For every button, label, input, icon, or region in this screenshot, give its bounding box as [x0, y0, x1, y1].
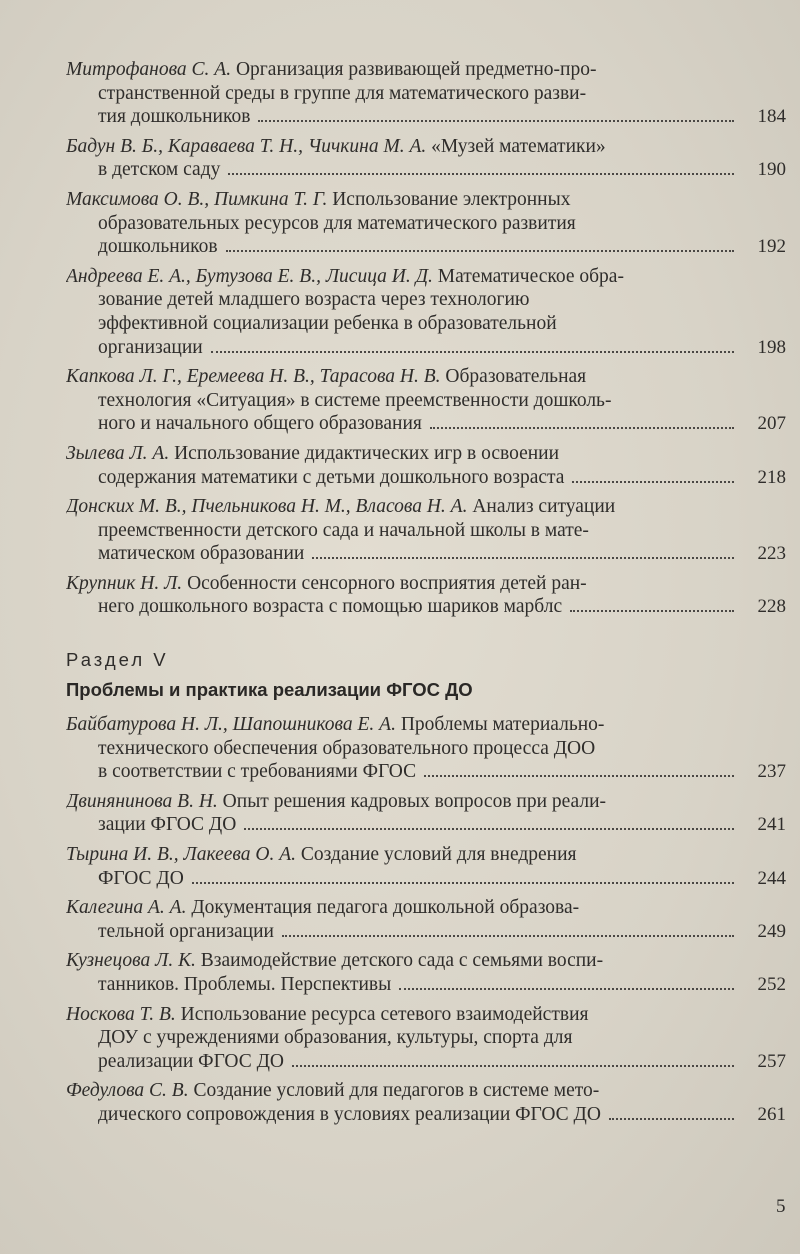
toc-entry-title-text: дического сопровождения в условиях реализации ФГОС ДО: [98, 1103, 601, 1125]
toc-entry-title-text: в детском саду: [98, 159, 221, 181]
toc-entry-authors: Донских М. В., Пчельникова Н. М., Власова Н. А.: [66, 496, 468, 518]
toc-entry-last-line: [66, 867, 786, 891]
toc-entry-title-text: Организация развивающей предметно-про-: [235, 59, 597, 80]
toc-entry-page: 184: [757, 106, 786, 128]
toc-entry-title-text: Математическое обра-: [437, 265, 624, 287]
toc-entry-title-text: Использование дидактических игр в освоении: [174, 442, 560, 464]
toc-entry-title-text: Анализ ситуации: [472, 496, 616, 518]
toc-entry-line: [66, 265, 786, 289]
toc-entry-line: [66, 790, 786, 814]
toc-entry-last-line: [66, 412, 786, 436]
toc-entry-page: 261: [757, 1103, 786, 1125]
toc-entry-line: [66, 519, 786, 543]
toc-entry-last-line: [66, 235, 786, 259]
toc-entry-title-text: Использование электронных: [332, 188, 571, 210]
dot-leader: [282, 935, 734, 937]
toc-entry-line: [66, 442, 786, 466]
toc-entry-line: [66, 572, 786, 596]
dot-leader: [244, 828, 734, 830]
toc-entry-title-text: Создание условий для внедрения: [300, 844, 577, 866]
toc-entry-title-text: содержания математики с детьми дошкольного возраста: [98, 466, 565, 488]
toc-entry-line: [66, 737, 786, 761]
toc-entry-line: [66, 365, 786, 389]
dot-leader: [312, 557, 734, 559]
dot-leader: [226, 250, 734, 252]
toc-entry: [66, 896, 786, 943]
toc-entry-line: [66, 212, 786, 236]
toc-entry-title-text: тия дошкольников: [98, 106, 251, 128]
dot-leader: [609, 1118, 734, 1120]
toc-entry-page: 223: [757, 543, 786, 565]
page-number: 5: [776, 1196, 786, 1217]
dot-leader: [211, 351, 734, 353]
toc-entry-title-text: эффективной социализации ребенка в образовательной: [98, 312, 557, 334]
dot-leader: [258, 120, 734, 122]
toc-entry-line: [66, 312, 786, 336]
dot-leader: [399, 988, 734, 990]
toc-entry-page: 190: [757, 159, 786, 181]
toc-entry-authors: Носкова Т. В.: [66, 1003, 176, 1025]
toc-entry-last-line: [66, 158, 786, 182]
toc-entry-title-text: преемственности детского сада и начальной школы в мате-: [98, 519, 589, 541]
toc-entry-title-text: организации: [98, 336, 203, 358]
toc-entry-title-text: него дошкольного возраста с помощью шариков марблс: [98, 596, 563, 618]
toc-entry-authors: Байбатурова Н. Л., Шапошникова Е. А.: [66, 714, 396, 736]
toc-entry-page: 241: [757, 814, 786, 836]
toc-list-part-a: [66, 58, 786, 619]
toc-entry-page: 252: [757, 974, 786, 995]
toc-entry-title-text: Документация педагога дошкольной образова-: [191, 897, 580, 919]
toc-entry-title-text: образовательных ресурсов для математического развития: [98, 212, 576, 234]
toc-entry-title-text: матическом образовании: [98, 543, 305, 565]
toc-entry-authors: Бадун В. Б., Караваева Т. Н., Чичкина М. А.: [66, 135, 427, 157]
toc-entry-last-line: [66, 466, 786, 490]
toc-entry-last-line: [66, 1050, 786, 1074]
toc-entry: [66, 572, 786, 619]
toc-entry-authors: Митрофанова С. А.: [66, 59, 232, 80]
toc-entry-line: [66, 843, 786, 867]
toc-entry: [66, 442, 786, 489]
toc-entry-last-line: [66, 813, 786, 837]
dot-leader: [228, 173, 734, 175]
toc-entry: [66, 135, 786, 182]
toc-entry-page: 198: [757, 336, 786, 358]
dot-leader: [570, 610, 734, 612]
toc-entry-line: [66, 58, 786, 82]
toc-entry-title-text: Опыт решения кадровых вопросов при реали-: [222, 790, 607, 812]
toc-entry-title-text: зование детей младшего возраста через технологию: [98, 289, 530, 311]
toc-entry-title-text: зации ФГОС ДО: [98, 814, 237, 836]
toc-entry-page: 244: [757, 867, 786, 889]
toc-entry: [66, 365, 786, 436]
toc-entry-line: [66, 188, 786, 212]
toc-entry: [66, 713, 786, 784]
toc-entry-line: [66, 1079, 786, 1103]
dot-leader: [192, 882, 734, 884]
toc-entry-page: 257: [757, 1050, 786, 1072]
toc-entry-last-line: [66, 760, 786, 784]
toc-entry-title-text: в соответствии с требованиями ФГОС: [98, 761, 417, 783]
dot-leader: [430, 427, 734, 429]
toc-entry-authors: Калегина А. А.: [66, 897, 187, 919]
toc-entry-line: [66, 135, 786, 159]
toc-entry-title-text: дошкольников: [98, 236, 218, 258]
toc-entry-authors: Тырина И. В., Лакеева О. А.: [66, 844, 296, 866]
toc-entry-last-line: [66, 1103, 786, 1127]
toc-entry-page: 237: [757, 761, 786, 783]
toc-entry-title-text: Особенности сенсорного восприятия детей ран-: [187, 572, 587, 594]
toc-entry-authors: Двинянинова В. Н.: [66, 790, 218, 812]
toc-entry-authors: Кузнецова Л. К.: [66, 950, 196, 972]
toc-entry-title-text: ДОУ с учреждениями образования, культуры, спорта для: [98, 1027, 573, 1049]
table-of-contents: [66, 58, 786, 1133]
toc-entry-title-text: ФГОС ДО: [98, 867, 184, 889]
toc-entry-line: [66, 1026, 786, 1050]
toc-entry-line: [66, 949, 786, 973]
dot-leader: [572, 481, 734, 483]
toc-entry-title-text: Образовательная: [445, 366, 587, 388]
toc-entry-last-line: [66, 920, 786, 944]
toc-entry: [66, 188, 786, 259]
toc-entry-title-text: тельной организации: [98, 920, 274, 942]
dot-leader: [292, 1065, 734, 1067]
toc-entry-authors: Федулова С. В.: [66, 1080, 189, 1102]
toc-entry-authors: Андреева Е. А., Бутузова Е. В., Лисица И. Д.: [66, 265, 433, 287]
toc-entry-line: [66, 82, 786, 106]
toc-entry-last-line: [66, 973, 786, 997]
toc-entry: [66, 58, 786, 129]
toc-entry-line: [66, 713, 786, 737]
toc-entry: [66, 265, 786, 359]
toc-entry-title-text: «Музей математики»: [431, 135, 606, 157]
toc-entry-last-line: [66, 105, 786, 129]
toc-entry-line: [66, 896, 786, 920]
toc-entry-title-text: Создание условий для педагогов в системе мето-: [193, 1080, 600, 1102]
section-title: Проблемы и практика реализации ФГОС ДО: [66, 679, 473, 701]
toc-entry-title-text: реализации ФГОС ДО: [98, 1050, 284, 1072]
toc-entry: [66, 790, 786, 837]
toc-entry-page: 207: [757, 413, 786, 435]
toc-entry: [66, 843, 786, 890]
toc-entry-title-text: странственной среды в группе для математического разви-: [98, 82, 587, 104]
toc-entry-page: 249: [757, 920, 786, 942]
toc-entry-authors: Максимова О. В., Пимкина Т. Г.: [66, 188, 328, 210]
toc-entry-line: [66, 1003, 786, 1027]
section-label: Раздел V: [66, 649, 169, 671]
toc-entry-last-line: [66, 336, 786, 360]
toc-entry-authors: Капкова Л. Г., Еремеева Н. В., Тарасова Н. В.: [66, 366, 441, 388]
toc-entry-authors: Крупник Н. Л.: [66, 572, 183, 594]
toc-list-part-b: [66, 713, 786, 1127]
toc-entry-page: 228: [757, 596, 786, 618]
toc-entry: [66, 1079, 786, 1126]
toc-entry-title-text: технология «Ситуация» в системе преемственности дошколь-: [98, 389, 612, 411]
toc-entry-title-text: Взаимодействие детского сада с семьями воспи-: [200, 950, 604, 972]
toc-entry-page: 192: [757, 236, 786, 258]
toc-entry-title-text: Использование ресурса сетевого взаимодействия: [180, 1003, 589, 1025]
dot-leader: [424, 775, 734, 777]
toc-entry-last-line: [66, 542, 786, 566]
toc-entry-page: 218: [757, 466, 786, 488]
toc-entry-title-text: технического обеспечения образовательного процесса ДОО: [98, 737, 596, 759]
toc-entry-title-text: танников. Проблемы. Перспективы: [98, 974, 392, 995]
toc-entry-line: [66, 495, 786, 519]
toc-entry-line: [66, 288, 786, 312]
toc-entry-line: [66, 389, 786, 413]
toc-entry-last-line: [66, 595, 786, 619]
toc-entry: [66, 1003, 786, 1074]
toc-entry-title-text: ного и начального общего образования: [98, 413, 422, 435]
toc-entry: [66, 949, 786, 996]
toc-entry-authors: Зылева Л. А.: [66, 442, 170, 464]
toc-entry-title-text: Проблемы материально-: [400, 714, 605, 736]
toc-entry: [66, 495, 786, 566]
